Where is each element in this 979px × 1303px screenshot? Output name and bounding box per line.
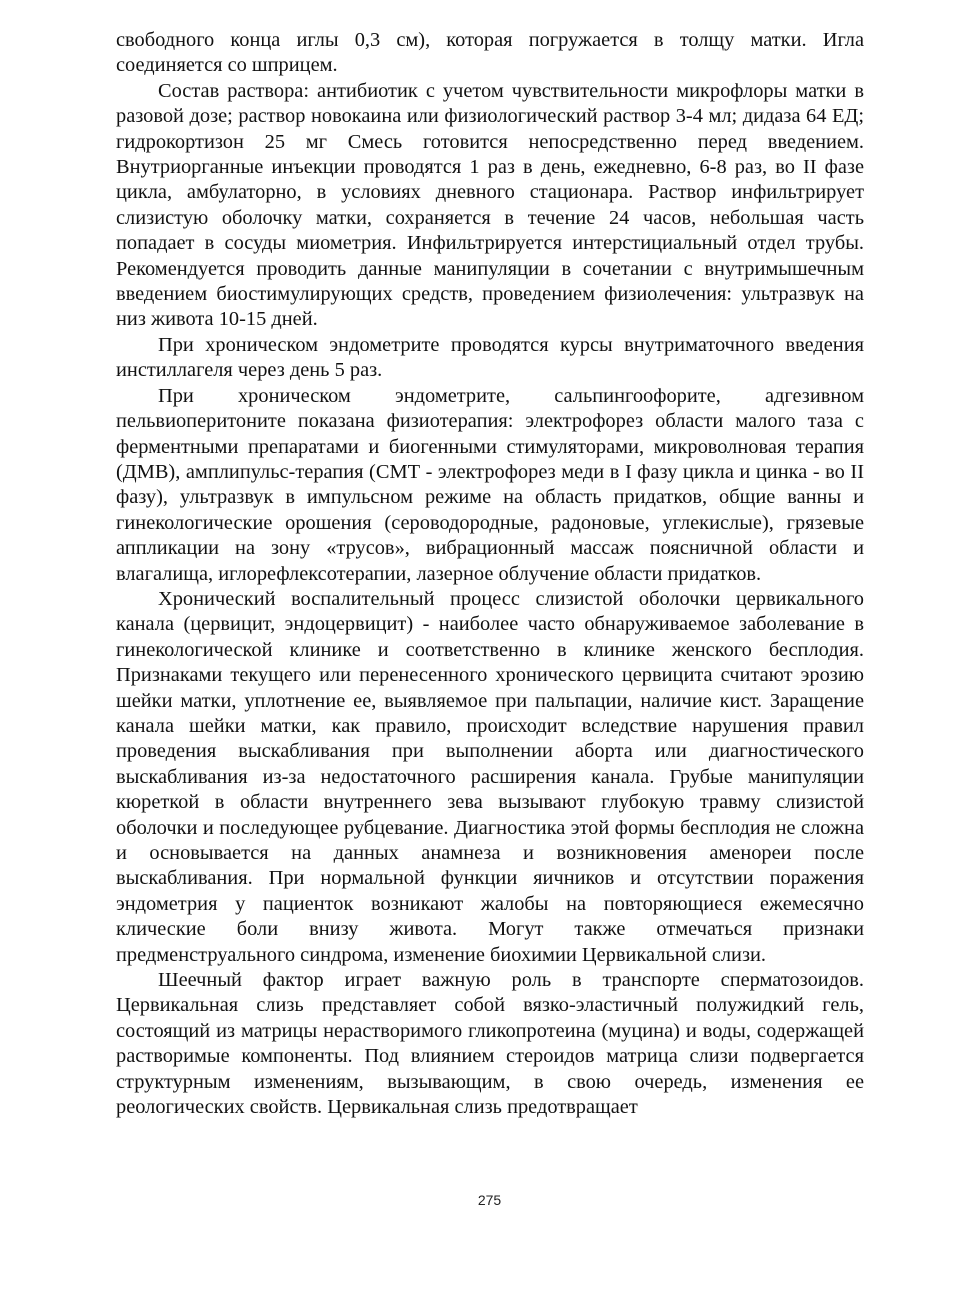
paragraph-needle-continuation: свободного конца иглы 0,3 см), которая погружается в толщу матки. Игла соединяется со шприцем. [116,29,864,77]
page-body [116,28,864,1120]
page-number: 275 [477,1192,502,1208]
paragraph-instillagel: При хроническом эндометрите проводятся курсы внутриматочного введения инстиллагеля через день 5 раз. [116,333,864,382]
paragraph-solution-composition: Состав раствора: антибиотик с учетом чувствительности микрофлоры матки в разовой дозе; раствор новокаина или физиологический раствор 3-4 мл; дидаза 64 ЕД; гидрокортизон 25 мг Смесь готовится непосредственно перед введением. Внутриорганные инъекции проводятся 1 раз в день, ежедневно, 6-8 раз, во II фазе цикла, амбулаторно, в условиях дневного стационара. Раствор инфильтрирует слизистую оболочку матки, сохраняется в течение 24 часов, небольшая часть попадает в сосуды миометрия. Инфильтрируется интерстициальный отдел трубы. Рекомендуется проводить данные манипуляции в сочетании с внутримышечным введением биостимулирующих средств, проведением физиолечения: ультразвук на низ живота 10-15 дней. [116,79,864,331]
paragraph-chronic-cervicitis: Хронический воспалительный процесс слизистой оболочки цервикального канала (цервицит, эндоцервицит) - наиболее часто обнаруживаемое заболевание в гинекологической клинике и соответственно в клинике женского бесплодия. Признаками текущего или перенесенного хронического цервицита считают эрозию шейки матки, уплотнение ее, выявляемое при пальпации, наличие кист. Заращение канала шейки матки, как правило, происходит вследствие нарушения правил проведения выскабливания при выполнении аборта или диагностического выскабливания из-за недостаточного расширения канала. Грубые манипуляции кюреткой в области внутреннего зева вызывают глубокую травму слизистой оболочки и последующее рубцевание. Диагностика этой формы бесплодия не сложна и основывается на данных анамнеза и возникновения аменореи после выскабливания. При нормальной функции яичников и отсутствии поражения эндометрия у пациенток возникают жалобы на повторяющиеся ежемесячно клические боли внизу живота. Могут также отмечаться признаки предменструального синдрома, изменение биохимии Цервикальной слизи. [116,587,864,966]
paragraph-cervical-factor: Шеечный фактор играет важную роль в транспорте сперматозоидов. Цервикальная слизь представляет собой вязко-эластичный полужидкий гель, состоящий из матрицы нерастворимого гликопротеина (муцина) и воды, содержащей растворимые компоненты. Под влиянием стероидов матрица слизи подвергается структурным изменениям, вызывающим, в свою очередь, изменения ее реологических свойств. Цервикальная слизь предотвращает [116,969,864,1119]
paragraph-physiotherapy: При хроническом эндометрите, сальпингоофорите, адгезивном пельвиоперитоните показана физиотерапия: электрофорез области малого таза с ферментными препаратами и биогенными стимуляторами, микроволновая терапия (ДМВ), амплипульс-терапия (СМТ - электрофорез меди в I фазу цикла и цинка - во II фазу), ультразвук в импульсном режиме на область придатков, общие ванны и гинекологические орошения (сероводородные, радоновые, углекислые), грязевые аппликации на зону «трусов», вибрационный массаж поясничной области и влагалища, иглорефлексотерапии, лазерное облучение области придатков. [116,384,864,585]
